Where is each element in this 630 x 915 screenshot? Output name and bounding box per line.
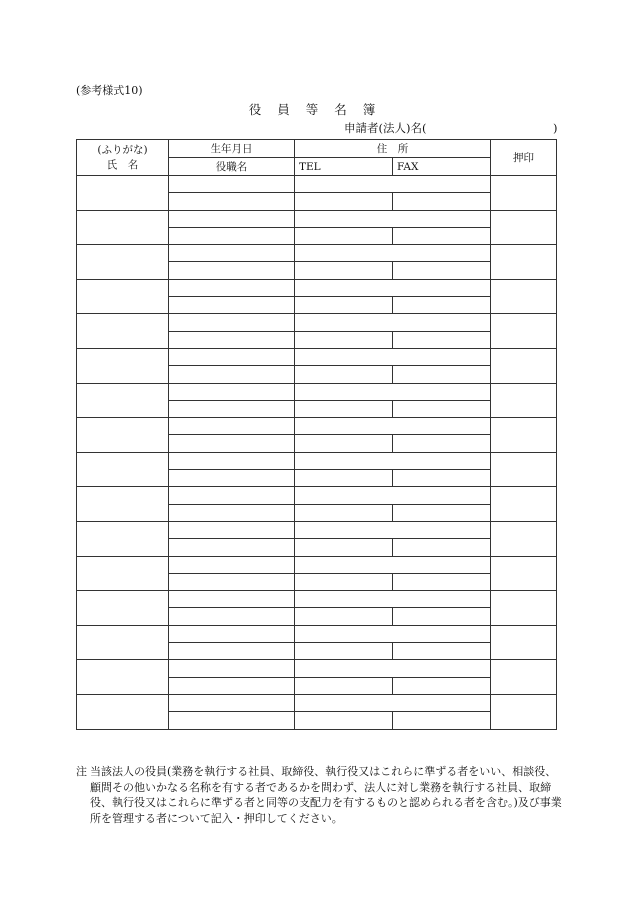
entry-name-cell[interactable] xyxy=(77,314,169,349)
entry-birthdate-cell[interactable] xyxy=(169,348,295,365)
entry-birthdate-cell[interactable] xyxy=(169,591,295,608)
entry-birthdate-cell[interactable] xyxy=(169,245,295,262)
entry-fax-cell[interactable] xyxy=(393,331,491,348)
entry-row-top xyxy=(77,660,557,677)
entry-name-cell[interactable] xyxy=(77,348,169,383)
entry-fax-cell[interactable] xyxy=(393,608,491,625)
entry-address-cell[interactable] xyxy=(295,452,491,469)
header-seal: 押印 xyxy=(491,140,557,176)
entry-birthdate-cell[interactable] xyxy=(169,383,295,400)
reference-form-label: (参考様式10) xyxy=(76,84,143,97)
entry-birthdate-cell[interactable] xyxy=(169,279,295,296)
entry-seal-cell[interactable] xyxy=(491,660,557,695)
entry-tel-cell[interactable] xyxy=(295,193,393,210)
entry-tel-cell[interactable] xyxy=(295,262,393,279)
entry-fax-cell[interactable] xyxy=(393,712,491,729)
entry-tel-cell[interactable] xyxy=(295,504,393,521)
entry-seal-cell[interactable] xyxy=(491,591,557,626)
entry-seal-cell[interactable] xyxy=(491,210,557,245)
entry-address-cell[interactable] xyxy=(295,660,491,677)
entry-fax-cell[interactable] xyxy=(393,262,491,279)
entry-tel-cell[interactable] xyxy=(295,539,393,556)
entry-tel-cell[interactable] xyxy=(295,400,393,417)
entry-name-cell[interactable] xyxy=(77,279,169,314)
entry-seal-cell[interactable] xyxy=(491,279,557,314)
entry-position-cell[interactable] xyxy=(169,331,295,348)
entry-fax-cell[interactable] xyxy=(393,504,491,521)
entry-fax-cell[interactable] xyxy=(393,573,491,590)
entry-tel-cell[interactable] xyxy=(295,435,393,452)
entry-row-top xyxy=(77,452,557,469)
entry-birthdate-cell[interactable] xyxy=(169,625,295,642)
entry-position-cell[interactable] xyxy=(169,573,295,590)
entry-position-cell[interactable] xyxy=(169,608,295,625)
entry-tel-cell[interactable] xyxy=(295,227,393,244)
entry-address-cell[interactable] xyxy=(295,556,491,573)
entry-tel-cell[interactable] xyxy=(295,297,393,314)
entry-fax-cell[interactable] xyxy=(393,400,491,417)
document-title: 役 員 等 名 簿 xyxy=(248,102,382,117)
entry-row-top xyxy=(77,591,557,608)
entry-name-cell[interactable] xyxy=(77,210,169,245)
entry-name-cell[interactable] xyxy=(77,556,169,591)
entry-address-cell[interactable] xyxy=(295,694,491,711)
entry-position-cell[interactable] xyxy=(169,262,295,279)
entry-position-cell[interactable] xyxy=(169,712,295,729)
entry-tel-cell[interactable] xyxy=(295,643,393,660)
entry-fax-cell[interactable] xyxy=(393,539,491,556)
entry-row-top xyxy=(77,279,557,296)
entry-seal-cell[interactable] xyxy=(491,556,557,591)
entry-address-cell[interactable] xyxy=(295,314,491,331)
entry-position-cell[interactable] xyxy=(169,400,295,417)
entry-name-cell[interactable] xyxy=(77,452,169,487)
entry-birthdate-cell[interactable] xyxy=(169,521,295,538)
entry-fax-cell[interactable] xyxy=(393,193,491,210)
entry-position-cell[interactable] xyxy=(169,643,295,660)
entry-fax-cell[interactable] xyxy=(393,677,491,694)
entry-address-cell[interactable] xyxy=(295,245,491,262)
entry-fax-cell[interactable] xyxy=(393,435,491,452)
entry-row-top xyxy=(77,176,557,193)
applicant-name-line xyxy=(344,121,558,136)
entry-birthdate-cell[interactable] xyxy=(169,694,295,711)
entry-address-cell[interactable] xyxy=(295,591,491,608)
entry-tel-cell[interactable] xyxy=(295,608,393,625)
entry-seal-cell[interactable] xyxy=(491,314,557,349)
footnote xyxy=(76,764,562,826)
entry-name-cell[interactable] xyxy=(77,176,169,211)
entry-seal-cell[interactable] xyxy=(491,176,557,211)
entry-address-cell[interactable] xyxy=(295,279,491,296)
applicant-close-paren: ) xyxy=(553,121,558,135)
header-birthdate: 生年月日 xyxy=(169,140,295,158)
entry-tel-cell[interactable] xyxy=(295,712,393,729)
header-tel: TEL xyxy=(295,158,393,176)
entry-name-cell[interactable] xyxy=(77,418,169,453)
entry-seal-cell[interactable] xyxy=(491,452,557,487)
entry-name-cell[interactable] xyxy=(77,591,169,626)
footnote-mark: 注 xyxy=(76,765,87,778)
entry-row-top xyxy=(77,383,557,400)
entry-birthdate-cell[interactable] xyxy=(169,487,295,504)
entry-row-top xyxy=(77,556,557,573)
entry-position-cell[interactable] xyxy=(169,193,295,210)
entry-name-cell[interactable] xyxy=(77,245,169,280)
entry-address-cell[interactable] xyxy=(295,418,491,435)
entry-seal-cell[interactable] xyxy=(491,348,557,383)
entry-fax-cell[interactable] xyxy=(393,366,491,383)
entry-position-cell[interactable] xyxy=(169,227,295,244)
entry-name-cell[interactable] xyxy=(77,625,169,660)
header-furigana: (ふりがな) xyxy=(97,143,148,156)
entry-fax-cell[interactable] xyxy=(393,297,491,314)
entry-row-top xyxy=(77,487,557,504)
entry-seal-cell[interactable] xyxy=(491,694,557,729)
entry-birthdate-cell[interactable] xyxy=(169,556,295,573)
entry-address-cell[interactable] xyxy=(295,625,491,642)
entry-row-top xyxy=(77,348,557,365)
entry-address-cell[interactable] xyxy=(295,383,491,400)
entry-name-cell[interactable] xyxy=(77,383,169,418)
footnote-text: 当該法人の役員(業務を執行する社員、取締役、執行役又はこれらに準ずる者をいい、相談役、顧問その他いかなる名称を有する者であるかを問わず、法人に対し業務を執行する社員、取締役、執行役又はこれらに準ずる者と同等の支配力を有するものと認められる者を含む。)及び事業所を管理する者について記入・押印してください。 xyxy=(90,765,562,825)
entry-seal-cell[interactable] xyxy=(491,418,557,453)
entry-address-cell[interactable] xyxy=(295,210,491,227)
header-name: 氏 名 xyxy=(106,158,139,171)
entry-birthdate-cell[interactable] xyxy=(169,314,295,331)
entry-fax-cell[interactable] xyxy=(393,470,491,487)
entry-name-cell[interactable] xyxy=(77,521,169,556)
entry-birthdate-cell[interactable] xyxy=(169,176,295,193)
entry-address-cell[interactable] xyxy=(295,521,491,538)
entry-seal-cell[interactable] xyxy=(491,383,557,418)
entry-position-cell[interactable] xyxy=(169,435,295,452)
entry-seal-cell[interactable] xyxy=(491,625,557,660)
entry-address-cell[interactable] xyxy=(295,176,491,193)
entry-position-cell[interactable] xyxy=(169,539,295,556)
entry-row-top xyxy=(77,694,557,711)
entry-address-cell[interactable] xyxy=(295,348,491,365)
entry-tel-cell[interactable] xyxy=(295,573,393,590)
entry-tel-cell[interactable] xyxy=(295,470,393,487)
header-name-cell xyxy=(77,140,169,176)
applicant-label: 申請者(法人)名( xyxy=(344,121,427,135)
entry-row-top xyxy=(77,418,557,435)
entry-fax-cell[interactable] xyxy=(393,643,491,660)
header-row-1 xyxy=(77,140,557,158)
entry-fax-cell[interactable] xyxy=(393,227,491,244)
entry-seal-cell[interactable] xyxy=(491,245,557,280)
entry-position-cell[interactable] xyxy=(169,677,295,694)
entry-name-cell[interactable] xyxy=(77,694,169,729)
entry-position-cell[interactable] xyxy=(169,366,295,383)
entry-seal-cell[interactable] xyxy=(491,521,557,556)
entry-row-top xyxy=(77,625,557,642)
entry-name-cell[interactable] xyxy=(77,660,169,695)
entry-position-cell[interactable] xyxy=(169,504,295,521)
entry-seal-cell[interactable] xyxy=(491,487,557,522)
entry-row-top xyxy=(77,245,557,262)
entry-row-top xyxy=(77,314,557,331)
header-position: 役職名 xyxy=(169,158,295,176)
entry-row-top xyxy=(77,210,557,227)
header-fax: FAX xyxy=(393,158,491,176)
entry-birthdate-cell[interactable] xyxy=(169,418,295,435)
entry-tel-cell[interactable] xyxy=(295,677,393,694)
officer-roster-table xyxy=(76,139,557,730)
entry-row-top xyxy=(77,521,557,538)
entry-name-cell[interactable] xyxy=(77,487,169,522)
entry-address-cell[interactable] xyxy=(295,487,491,504)
entry-tel-cell[interactable] xyxy=(295,366,393,383)
entry-birthdate-cell[interactable] xyxy=(169,210,295,227)
entry-position-cell[interactable] xyxy=(169,297,295,314)
entry-position-cell[interactable] xyxy=(169,470,295,487)
entry-birthdate-cell[interactable] xyxy=(169,660,295,677)
header-address: 住 所 xyxy=(295,140,491,158)
entry-birthdate-cell[interactable] xyxy=(169,452,295,469)
entry-tel-cell[interactable] xyxy=(295,331,393,348)
